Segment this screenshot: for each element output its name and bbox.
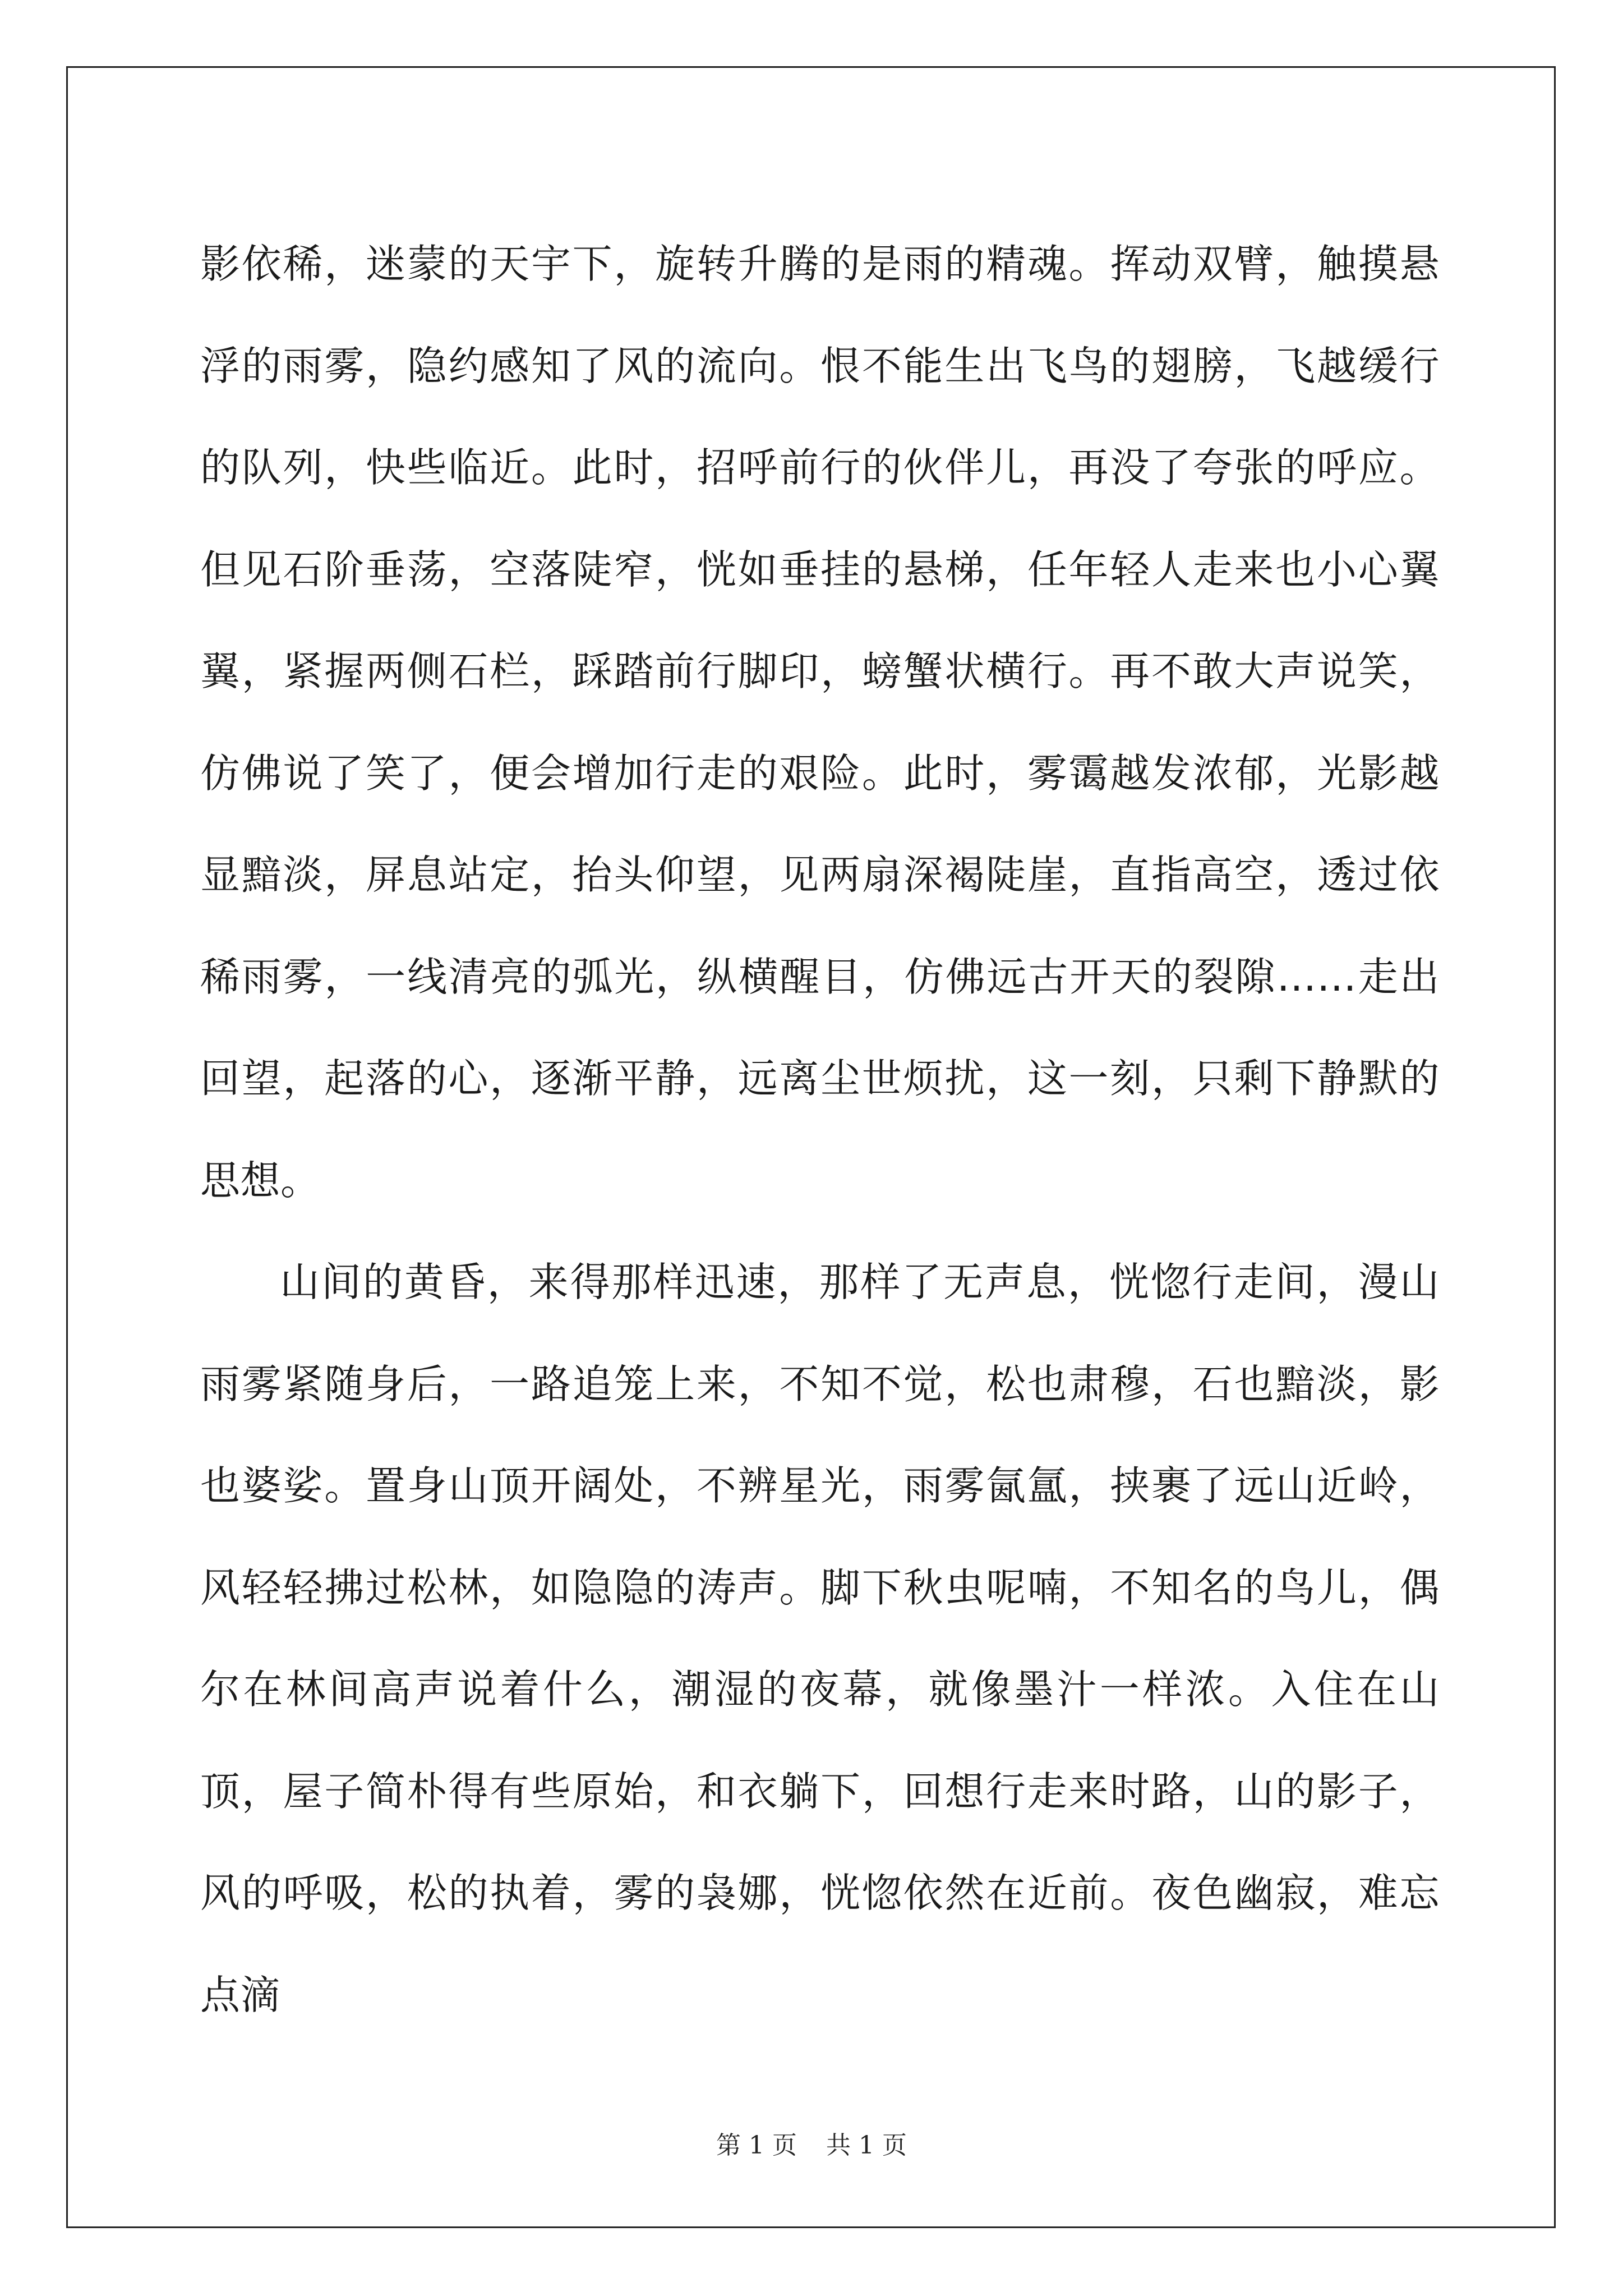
page-total: 共 1 页: [826, 2131, 907, 2160]
paragraph-2: 山间的黄昏，来得那样迅速，那样了无声息，恍惚行走间，漫山雨雾紧随身后，一路追笼上来，不知不觉，松也肃穆，石也黯淡，影也婆娑。置身山顶开阔处，不辨星光，雨雾氤氲，挟裹了远山近岭，风轻轻拂过松林，如隐隐的涛声。脚下秋虫呢喃，不知名的鸟儿，偶尔在林间高声说着什么，潮湿的夜幕，就像墨汁一样浓。入住在山顶，屋子简朴得有些原始，和衣躺下，回想行走来时路，山的影子，风的呼吸，松的执着，雾的袅娜，恍惚依然在近前。夜色幽寂，难忘点滴: [200, 1259, 1440, 2018]
paragraph-1: 影依稀，迷蒙的天宇下，旋转升腾的是雨的精魂。挥动双臂，触摸悬浮的雨雾，隐约感知了风的流向。恨不能生出飞鸟的翅膀，飞越缓行的队列，快些临近。此时，招呼前行的伙伴儿，再没了夸张的呼应。但见石阶垂荡，空落陡窄，恍如垂挂的悬梯，任年轻人走来也小心翼翼，紧握两侧石栏，踩踏前行脚印，螃蟹状横行。再不敢大声说笑，仿佛说了笑了，便会增加行走的艰险。此时，雾霭越发浓郁，光影越显黯淡，屏息站定，抬头仰望，见两扇深褐陡崖，直指高空，透过依稀雨雾，一线清亮的弧光，纵横醒目，仿佛远古开天的裂隙……走出回望，起落的心，逐渐平静，远离尘世烦扰，这一刻，只剩下静默的思想。: [200, 241, 1440, 1204]
page-number: 第 1 页: [716, 2131, 797, 2160]
page-footer: [0, 2129, 1623, 2162]
document-body: [200, 213, 1440, 2046]
